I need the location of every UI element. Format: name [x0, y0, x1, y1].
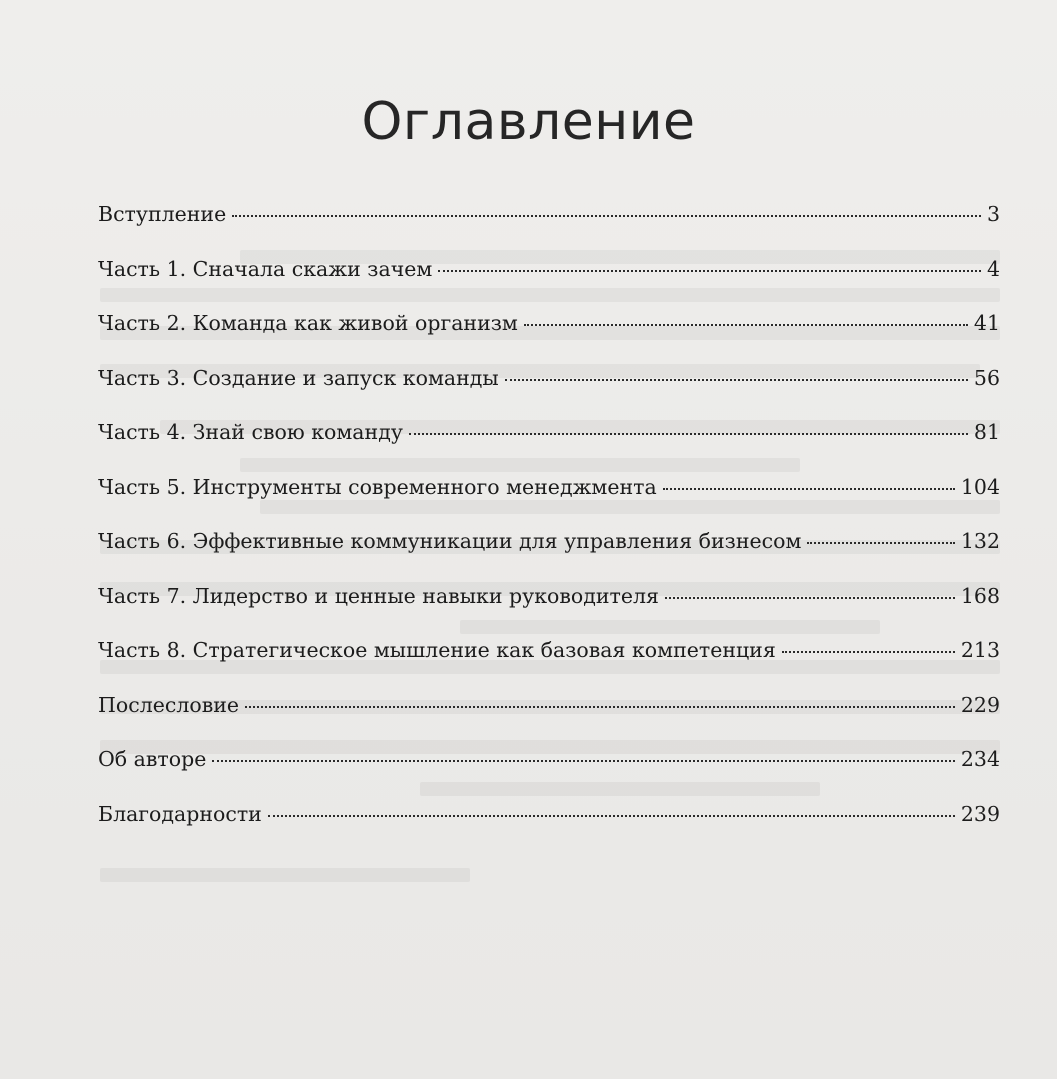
toc-entry-label: Часть 4. Знай свою команду: [98, 420, 403, 444]
toc-entry-label: Часть 6. Эффективные коммуникации для управления бизнесом: [98, 529, 802, 553]
toc-entry: [98, 687, 1000, 742]
toc-dot-leader: [268, 815, 955, 817]
toc-dot-leader: [505, 379, 968, 381]
toc-dot-leader: [663, 488, 955, 490]
toc-dot-leader: [782, 651, 955, 653]
toc-dot-leader: [245, 706, 955, 708]
toc-entry-page: 3: [986, 202, 1000, 226]
toc-entry-label: Часть 3. Создание и запуск команды: [98, 365, 499, 390]
toc-entry-page: 104: [960, 474, 1000, 499]
toc-entry-label: Часть 2. Команда как живой организм: [98, 311, 518, 335]
toc-entry: [98, 251, 1000, 306]
toc-dot-leader: [212, 760, 954, 762]
toc-entry-page: 41: [973, 311, 1000, 335]
toc-entry: [98, 632, 1000, 687]
toc-entry: [98, 305, 1000, 360]
toc-entry-label: Часть 8. Стратегическое мышление как базовая компетенция: [98, 638, 776, 662]
toc-entry-page: 56: [973, 365, 1000, 390]
toc-entry-label: Часть 7. Лидерство и ценные навыки руководителя: [98, 583, 659, 608]
toc-entry: [98, 414, 1000, 469]
toc-entry-page: 81: [973, 420, 1000, 444]
toc-entry-label: Об авторе: [98, 747, 207, 771]
page-title: Оглавление: [361, 92, 696, 152]
toc-entry-page: 229: [960, 692, 1000, 717]
toc-dot-leader: [524, 324, 968, 326]
toc-entry-page: 239: [960, 801, 1000, 826]
toc-entry-label: Благодарности: [98, 801, 262, 826]
toc-entry-page: 168: [960, 583, 1000, 608]
toc-entry-page: 4: [986, 256, 1000, 281]
toc-entry-label: Вступление: [98, 202, 227, 226]
toc-entry-page: 213: [960, 638, 1000, 662]
toc-entry-label: Часть 5. Инструменты современного менеджмента: [98, 474, 657, 499]
toc-dot-leader: [665, 597, 955, 599]
toc-entry: [98, 523, 1000, 578]
toc-dot-leader: [807, 542, 954, 544]
toc-entry-page: 234: [960, 747, 1000, 771]
toc-entry: [98, 741, 1000, 796]
toc-entry: [98, 578, 1000, 633]
table-of-contents: [98, 196, 1000, 850]
toc-dot-leader: [409, 433, 968, 435]
toc-entry-page: 132: [960, 529, 1000, 553]
toc-entry-label: Часть 1. Сначала скажи зачем: [98, 256, 433, 281]
toc-entry: [98, 196, 1000, 251]
toc-dot-leader: [438, 270, 981, 272]
toc-entry: [98, 360, 1000, 415]
toc-entry: [98, 796, 1000, 851]
toc-entry-label: Послесловие: [98, 692, 240, 717]
toc-dot-leader: [232, 215, 981, 217]
toc-entry: [98, 469, 1000, 524]
